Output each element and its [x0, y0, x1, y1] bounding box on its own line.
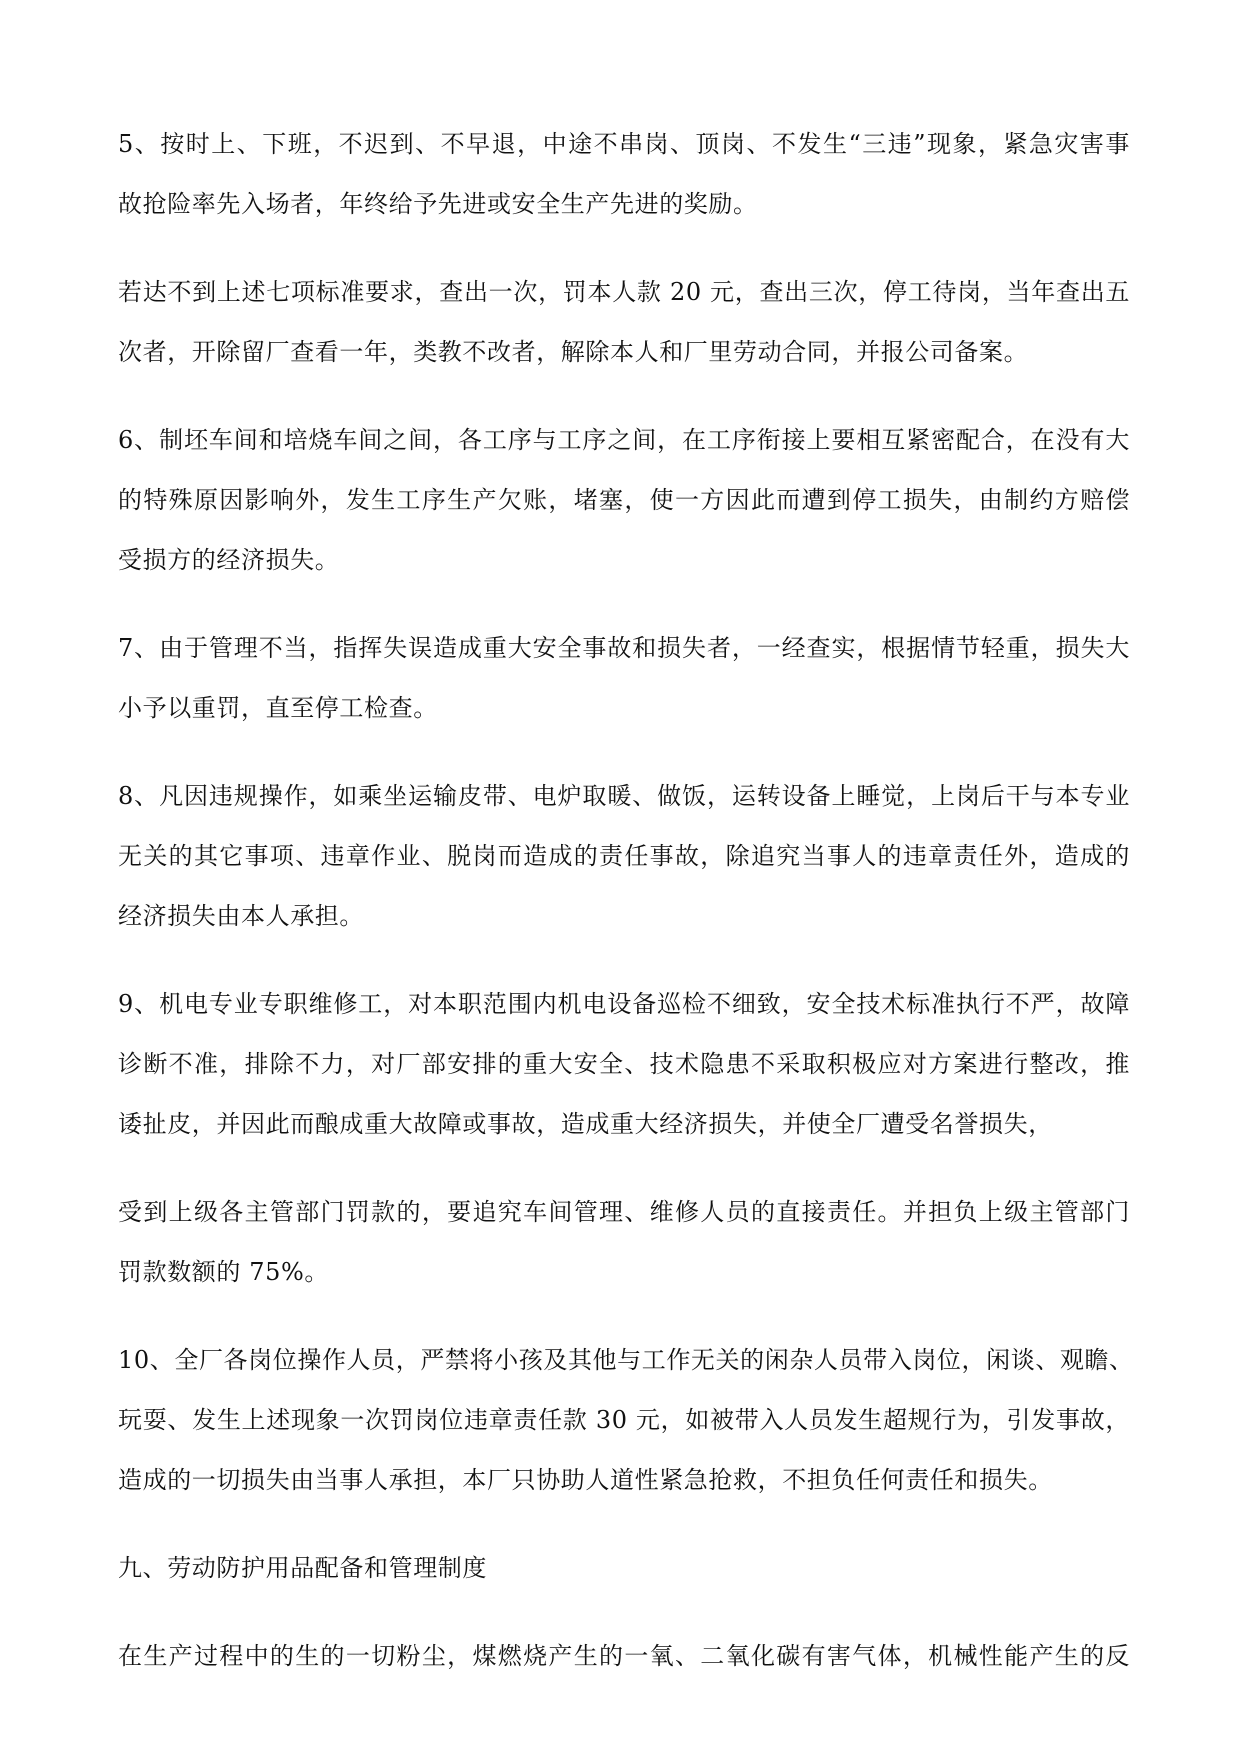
text-line: 次者，开除留厂查看一年，类教不改者，解除本人和厂里劳动合同，并报公司备案。 — [118, 338, 1029, 366]
text-line: 无关的其它事项、违章作业、脱岗而造成的责任事故，除追究当事人的违章责任外，造成的 — [118, 842, 1130, 870]
text-line: 受到上级各主管部门罚款的，要追究车间管理、维修人员的直接责任。并担负上级主管部门 — [118, 1198, 1130, 1226]
text-line: 玩耍、发生上述现象一次罚岗位违章责任款 30 元，如被带入人员发生超规行为，引发事故， — [118, 1406, 1130, 1434]
text-line: 若达不到上述七项标准要求，查出一次，罚本人款 20 元，查出三次，停工待岗，当年查出五 — [118, 278, 1130, 306]
text-line: 造成的一切损失由当事人承担，本厂只协助人道性紧急抢救，不担负任何责任和损失。 — [118, 1466, 1053, 1494]
text-line: 故抢险率先入场者，年终给予先进或安全生产先进的奖励。 — [118, 190, 758, 218]
text-line: 9、机电专业专职维修工，对本职范围内机电设备巡检不细致，安全技术标准执行不严，故障 — [118, 990, 1130, 1018]
text-line: 罚款数额的 75%。 — [118, 1258, 329, 1286]
text-line: 7、由于管理不当，指挥失误造成重大安全事故和损失者，一经查实，根据情节轻重，损失大 — [118, 634, 1130, 662]
text-line: 在生产过程中的生的一切粉尘，煤燃烧产生的一氧、二氧化碳有害气体，机械性能产生的反 — [118, 1642, 1130, 1670]
text-line: 6、制坯车间和培烧车间之间，各工序与工序之间，在工序衔接上要相互紧密配合，在没有大 — [118, 426, 1130, 454]
text-line: 小予以重罚，直至停工检查。 — [118, 694, 438, 722]
section-heading: 九、劳动防护用品配备和管理制度 — [118, 1554, 487, 1582]
text-line: 8、凡因违规操作，如乘坐运输皮带、电炉取暖、做饭，运转设备上睡觉，上岗后干与本专业 — [118, 782, 1130, 810]
text-line: 经济损失由本人承担。 — [118, 902, 364, 930]
text-line: 的特殊原因影响外，发生工序生产欠账，堵塞，使一方因此而遭到停工损失，由制约方赔偿 — [118, 486, 1130, 514]
text-line: 10、全厂各岗位操作人员，严禁将小孩及其他与工作无关的闲杂人员带入岗位，闲谈、观瞻、 — [118, 1346, 1134, 1374]
text-line: 诿扯皮，并因此而酿成重大故障或事故，造成重大经济损失，并使全厂遭受名誉损失， — [118, 1110, 1053, 1138]
text-line: 诊断不准，排除不力，对厂部安排的重大安全、技术隐患不采取积极应对方案进行整改，推 — [118, 1050, 1130, 1078]
text-line: 受损方的经济损失。 — [118, 546, 340, 574]
text-line: 5、按时上、下班，不迟到、不早退，中途不串岗、顶岗、不发生“三违”现象，紧急灾害事 — [118, 130, 1130, 158]
